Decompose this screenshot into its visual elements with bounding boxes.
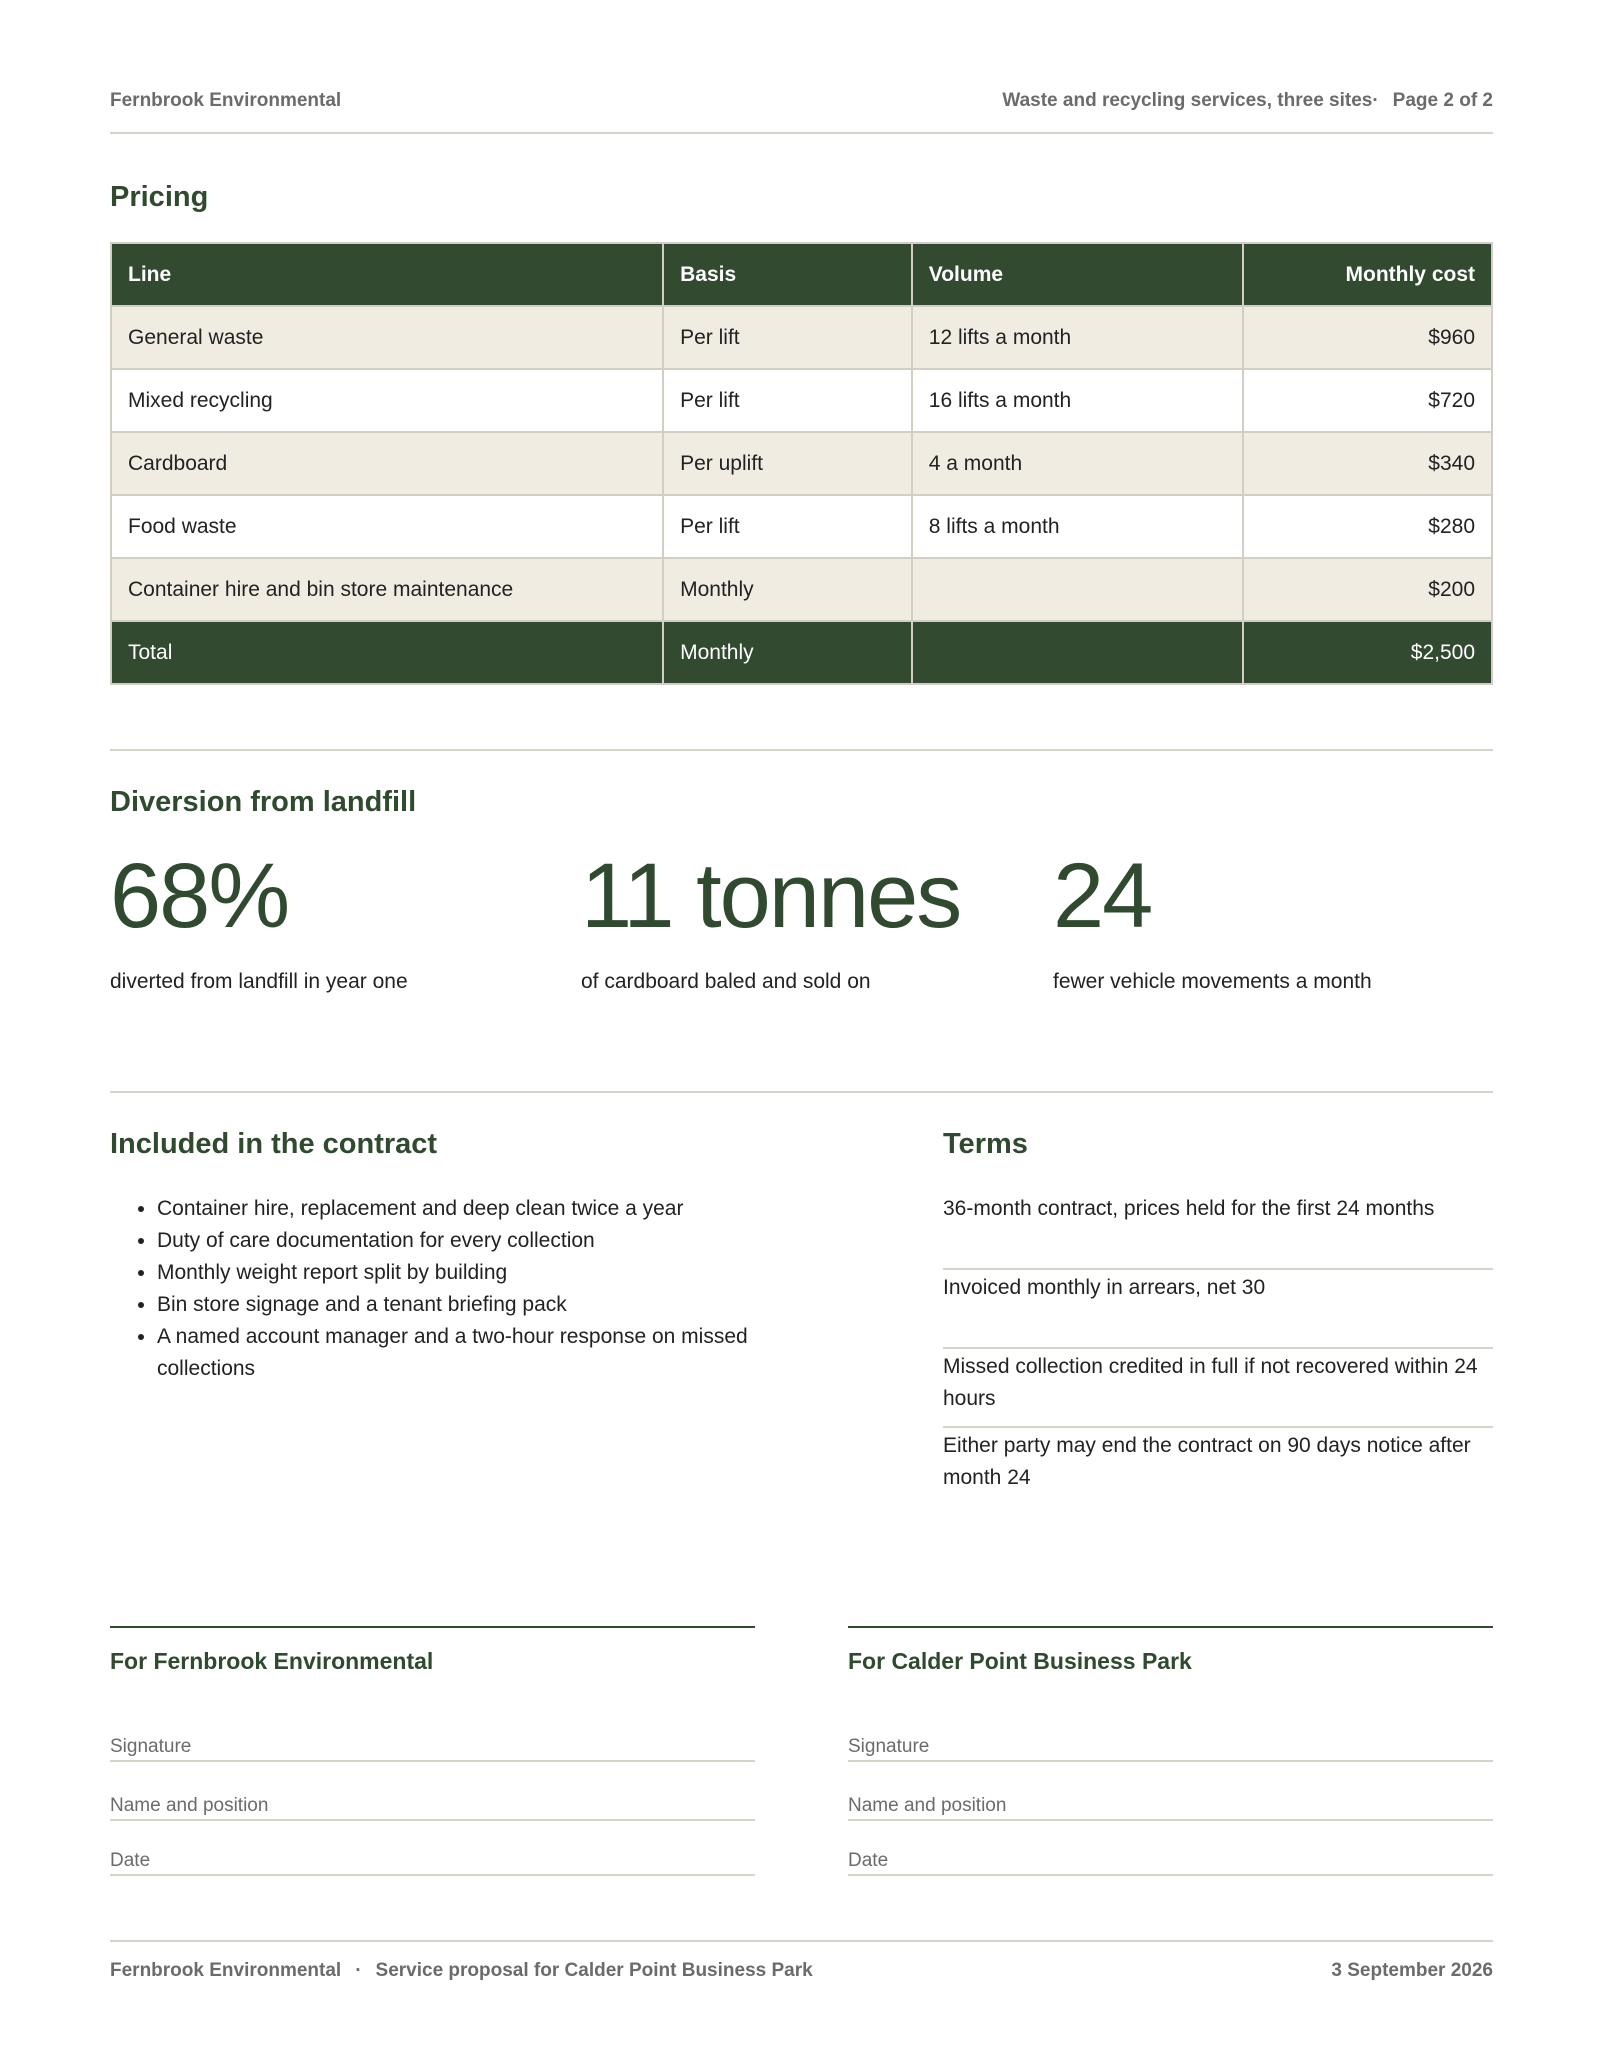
cell-line: Cardboard — [111, 432, 663, 495]
total-basis: Monthly — [663, 621, 912, 684]
list-item: • Monthly weight report split by building — [157, 1257, 810, 1289]
term-item: Missed collection credited in full if not recovered within 24 hours — [943, 1349, 1493, 1428]
list-item: • Bin store signage and a tenant briefing pack — [157, 1289, 810, 1321]
header-right — [1002, 90, 1493, 132]
cell-line: General waste — [111, 306, 663, 369]
total-volume — [912, 621, 1244, 684]
header-page-number: Page 2 of 2 — [1392, 90, 1493, 111]
cell-volume: 12 lifts a month — [912, 306, 1244, 369]
total-row — [111, 621, 1492, 684]
stat-caption: of cardboard baled and sold on — [581, 970, 871, 993]
name-position-field[interactable]: Name and position — [848, 1795, 1493, 1821]
total-cost: $2,500 — [1243, 621, 1492, 684]
footer-date: 3 September 2026 — [1331, 1960, 1493, 1981]
pricing-heading: Pricing — [110, 181, 209, 213]
list-item: • A named account manager and a two-hour response on missed collections — [157, 1321, 810, 1385]
stat-value: 24 — [1053, 845, 1152, 947]
stat-cardboard-tonnes — [581, 845, 1051, 994]
stat-value: 11 tonnes — [581, 845, 961, 947]
terms-heading: Terms — [943, 1128, 1028, 1160]
col-line: Line — [111, 243, 663, 306]
signature-field[interactable]: Signature — [848, 1736, 1493, 1762]
cell-line: Mixed recycling — [111, 369, 663, 432]
stat-value: 68% — [110, 845, 289, 947]
stat-caption: diverted from landfill in year one — [110, 970, 408, 993]
list-item: • Duty of care documentation for every collection — [157, 1225, 810, 1257]
cell-line: Container hire and bin store maintenance — [111, 558, 663, 621]
stat-landfill-diversion — [110, 845, 580, 994]
section-divider — [110, 1091, 1493, 1093]
signature-field[interactable]: Signature — [110, 1736, 755, 1762]
page — [110, 0, 1493, 2071]
header-separator: · — [1372, 90, 1379, 111]
cell-cost: $280 — [1243, 495, 1492, 558]
table-row — [111, 558, 1492, 621]
signature-block-calder-point — [848, 1626, 1493, 1871]
cell-line: Food waste — [111, 495, 663, 558]
diversion-heading: Diversion from landfill — [110, 786, 417, 818]
terms-list — [943, 1193, 1493, 1494]
cell-volume — [912, 558, 1244, 621]
stat-caption: fewer vehicle movements a month — [1053, 970, 1372, 993]
included-list — [110, 1193, 810, 1385]
term-item: 36-month contract, prices held for the first 24 months — [943, 1193, 1493, 1270]
cell-cost: $960 — [1243, 306, 1492, 369]
cell-volume: 16 lifts a month — [912, 369, 1244, 432]
cell-basis: Per lift — [663, 495, 912, 558]
cell-volume: 8 lifts a month — [912, 495, 1244, 558]
col-volume: Volume — [912, 243, 1244, 306]
stat-vehicle-movements — [1053, 845, 1523, 994]
footer-separator: · — [355, 1960, 362, 1981]
signature-block-fernbrook — [110, 1626, 755, 1871]
cell-cost: $340 — [1243, 432, 1492, 495]
footer-left — [110, 1960, 813, 1982]
col-monthly-cost: Monthly cost — [1243, 243, 1492, 306]
signature-party: For Calder Point Business Park — [848, 1648, 1192, 1674]
table-row — [111, 369, 1492, 432]
table-row — [111, 495, 1492, 558]
running-header — [110, 90, 1493, 134]
header-subject: Waste and recycling services, three sites — [1002, 90, 1373, 111]
term-item: Either party may end the contract on 90 days notice after month 24 — [943, 1434, 1471, 1489]
table-row — [111, 432, 1492, 495]
cell-basis: Per lift — [663, 369, 912, 432]
included-heading: Included in the contract — [110, 1128, 438, 1160]
signature-party: For Fernbrook Environmental — [110, 1648, 434, 1674]
cell-volume: 4 a month — [912, 432, 1244, 495]
pricing-table — [110, 242, 1493, 685]
header-org: Fernbrook Environmental — [110, 90, 342, 111]
running-footer — [110, 1940, 1493, 1982]
total-label: Total — [111, 621, 663, 684]
pricing-header-row — [111, 243, 1492, 306]
col-basis: Basis — [663, 243, 912, 306]
list-item: • Container hire, replacement and deep clean twice a year — [157, 1193, 810, 1225]
cell-cost: $720 — [1243, 369, 1492, 432]
date-field[interactable]: Date — [110, 1850, 755, 1876]
table-row — [111, 306, 1492, 369]
cell-cost: $200 — [1243, 558, 1492, 621]
cell-basis: Monthly — [663, 558, 912, 621]
section-divider — [110, 749, 1493, 751]
date-field[interactable]: Date — [848, 1850, 1493, 1876]
name-position-field[interactable]: Name and position — [110, 1795, 755, 1821]
term-item: Invoiced monthly in arrears, net 30 — [943, 1270, 1493, 1349]
footer-org: Fernbrook Environmental — [110, 1960, 342, 1981]
footer-document-title: Service proposal for Calder Point Business Park — [375, 1960, 813, 1981]
cell-basis: Per lift — [663, 306, 912, 369]
cell-basis: Per uplift — [663, 432, 912, 495]
